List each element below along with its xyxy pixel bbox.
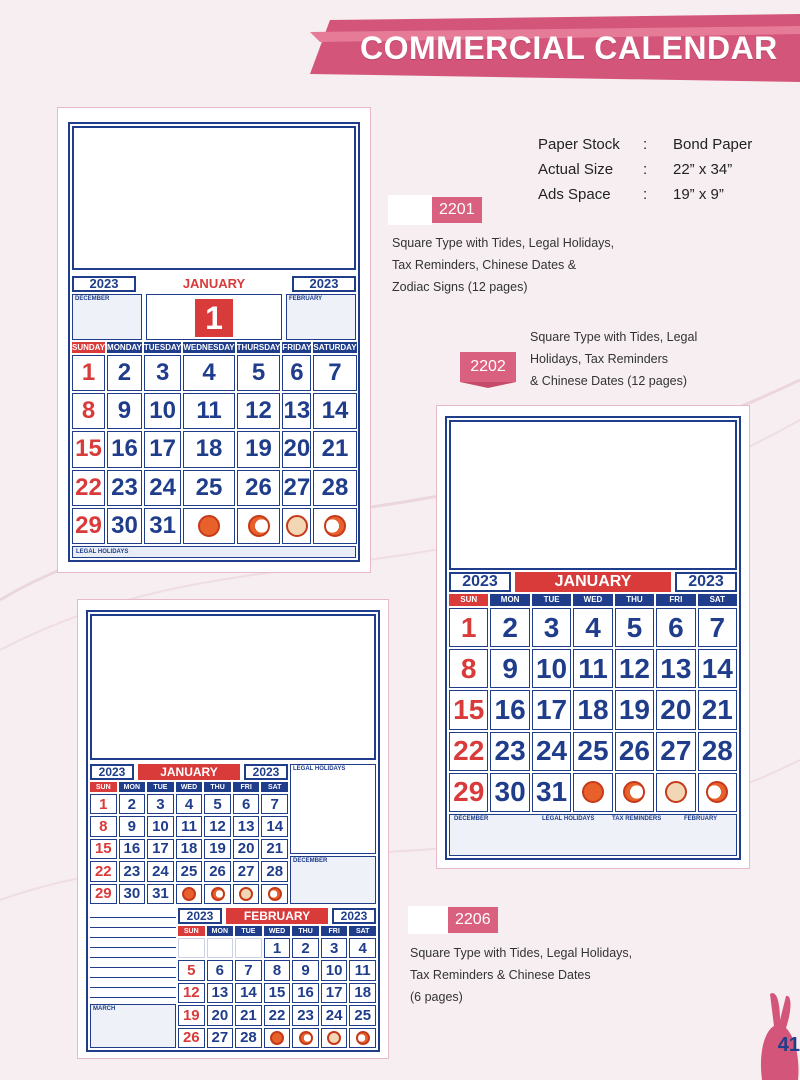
badge-blank xyxy=(388,195,432,225)
day-header: THU xyxy=(292,926,319,936)
date-cell: 1 xyxy=(449,608,488,647)
calendar-grid xyxy=(449,594,737,812)
date-cell: 15 xyxy=(264,983,291,1003)
moon-phase-cell xyxy=(313,508,356,544)
moon-phase-cell xyxy=(656,773,695,812)
moon-phase-cell xyxy=(237,508,281,544)
date-cell: 7 xyxy=(235,960,262,980)
spec-sep: : xyxy=(643,161,648,178)
date-cell: 9 xyxy=(107,393,142,429)
date-cell: 31 xyxy=(144,508,182,544)
date-cell: 13 xyxy=(233,816,260,836)
date-cell: 8 xyxy=(90,816,117,836)
month-label: JANUARY xyxy=(140,276,288,292)
moon-phase-icon xyxy=(299,1031,313,1045)
product-code-badge: 2206 xyxy=(448,907,498,933)
date-cell: 18 xyxy=(176,839,203,859)
empty-cell xyxy=(178,938,205,958)
date-cell: 5 xyxy=(237,355,281,391)
date-cell: 16 xyxy=(119,839,146,859)
spec-sep: : xyxy=(643,136,648,153)
product-description: Square Type with Tides, Legal Holidays, Tax Reminders & Chinese Dates (12 pages) xyxy=(530,330,698,388)
date-cell: 11 xyxy=(183,393,234,429)
date-cell: 21 xyxy=(261,839,288,859)
calendar-2206-card xyxy=(78,600,388,1058)
moon-phase-icon xyxy=(706,781,728,803)
date-cell: 20 xyxy=(282,431,311,467)
day-header: MONDAY xyxy=(107,343,142,352)
date-cell: 5 xyxy=(204,794,231,814)
year-label: 2023 xyxy=(332,908,376,924)
moon-phase-icon xyxy=(248,515,270,537)
date-cell: 4 xyxy=(176,794,203,814)
date-cell: 29 xyxy=(90,884,117,904)
date-cell: 2 xyxy=(490,608,529,647)
month-header xyxy=(90,764,288,780)
date-cell: 11 xyxy=(573,649,612,688)
date-cell: 23 xyxy=(490,732,529,771)
date-cell: 17 xyxy=(144,431,182,467)
moon-phase-cell xyxy=(261,884,288,904)
date-cell: 8 xyxy=(264,960,291,980)
spec-value: 22” x 34” xyxy=(673,161,733,178)
day-header: THU xyxy=(204,782,231,792)
empty-cell xyxy=(207,938,234,958)
spec-row xyxy=(538,136,752,161)
date-cell: 20 xyxy=(207,1005,234,1025)
day-header: FRIDAY xyxy=(282,343,312,352)
mini-label: DECEMBER xyxy=(454,816,489,822)
spec-label: Actual Size xyxy=(538,161,614,178)
date-cell: 28 xyxy=(235,1028,262,1048)
year-label: 2023 xyxy=(72,276,136,292)
month-header xyxy=(449,572,737,592)
date-cell: 31 xyxy=(532,773,571,812)
moon-phase-icon xyxy=(623,781,645,803)
mini-calendar-prev: DECEMBER xyxy=(72,294,142,340)
date-cell: 25 xyxy=(349,1005,376,1025)
day-header: TUESDAY xyxy=(143,343,182,352)
spec-value: 19” x 9” xyxy=(673,186,724,203)
month-label: JANUARY xyxy=(515,572,671,592)
day-header: TUE xyxy=(532,594,571,606)
date-cell: 18 xyxy=(573,690,612,729)
date-cell: 25 xyxy=(176,861,203,881)
date-cell: 19 xyxy=(178,1005,205,1025)
date-cell: 27 xyxy=(233,861,260,881)
mini-label: FEBRUARY xyxy=(684,816,718,822)
date-cell: 31 xyxy=(147,884,174,904)
moon-phase-icon xyxy=(270,1031,284,1045)
date-cell: 20 xyxy=(656,690,695,729)
date-cell: 5 xyxy=(178,960,205,980)
spec-label: Paper Stock xyxy=(538,136,620,153)
date-cell: 2 xyxy=(119,794,146,814)
date-cell: 15 xyxy=(72,431,105,467)
date-cell: 7 xyxy=(698,608,737,647)
date-cell: 22 xyxy=(449,732,488,771)
day-header: SUN xyxy=(449,594,488,606)
date-cell: 21 xyxy=(698,690,737,729)
date-cell: 8 xyxy=(449,649,488,688)
date-cell: 12 xyxy=(237,393,281,429)
date-cell: 8 xyxy=(72,393,105,429)
date-cell: 19 xyxy=(237,431,281,467)
big-day-number: 1 xyxy=(195,299,233,337)
date-cell: 1 xyxy=(72,355,105,391)
moon-phase-cell xyxy=(282,508,311,544)
notes-lines xyxy=(90,908,176,1000)
date-cell: 23 xyxy=(107,470,142,506)
date-cell: 7 xyxy=(261,794,288,814)
date-cell: 13 xyxy=(207,983,234,1003)
date-cell: 24 xyxy=(532,732,571,771)
date-cell: 1 xyxy=(264,938,291,958)
product-code-badge: 2202 xyxy=(460,352,516,382)
calendar-grid xyxy=(90,782,288,904)
date-cell: 9 xyxy=(119,816,146,836)
date-cell: 28 xyxy=(261,861,288,881)
date-cell: 6 xyxy=(233,794,260,814)
date-cell: 9 xyxy=(292,960,319,980)
mini-label: LEGAL HOLIDAYS xyxy=(542,816,595,822)
moon-phase-icon xyxy=(182,887,196,901)
date-cell: 18 xyxy=(349,983,376,1003)
day-header: WED xyxy=(264,926,291,936)
moon-phase-icon xyxy=(211,887,225,901)
mini-calendar-next: FEBRUARY xyxy=(286,294,356,340)
date-cell: 3 xyxy=(147,794,174,814)
date-cell: 27 xyxy=(207,1028,234,1048)
month-label: JANUARY xyxy=(138,764,240,780)
mini-calendar-prev: DECEMBER xyxy=(290,856,376,904)
month-label: FEBRUARY xyxy=(226,908,328,924)
date-cell: 28 xyxy=(698,732,737,771)
date-cell: 13 xyxy=(656,649,695,688)
empty-cell xyxy=(235,938,262,958)
date-cell: 18 xyxy=(183,431,234,467)
moon-phase-cell xyxy=(321,1028,348,1048)
day-header: TUE xyxy=(235,926,262,936)
date-cell: 30 xyxy=(107,508,142,544)
moon-phase-cell xyxy=(183,508,234,544)
date-cell: 16 xyxy=(292,983,319,1003)
date-cell: 17 xyxy=(147,839,174,859)
product-description: Square Type with Tides, Legal Holidays, Tax Reminders & Chinese Dates (6 pages) xyxy=(410,946,633,1004)
date-cell: 20 xyxy=(233,839,260,859)
moon-phase-icon xyxy=(582,781,604,803)
mini-calendar-next: MARCH xyxy=(90,1004,176,1048)
date-cell: 15 xyxy=(449,690,488,729)
day-header: FRI xyxy=(321,926,348,936)
moon-phase-icon xyxy=(239,887,253,901)
date-cell: 25 xyxy=(183,470,234,506)
day-header: SUN xyxy=(90,782,117,792)
year-label: 2023 xyxy=(292,276,356,292)
day-header: SAT xyxy=(261,782,288,792)
year-label: 2023 xyxy=(244,764,288,780)
moon-phase-cell xyxy=(615,773,654,812)
date-cell: 15 xyxy=(90,839,117,859)
date-cell: 26 xyxy=(204,861,231,881)
date-cell: 3 xyxy=(321,938,348,958)
date-cell: 16 xyxy=(107,431,142,467)
day-header: THU xyxy=(615,594,654,606)
mini-label: TAX REMINDERS xyxy=(612,816,662,822)
date-cell: 22 xyxy=(72,470,105,506)
date-cell: 22 xyxy=(90,861,117,881)
day-header: FRI xyxy=(656,594,695,606)
date-cell: 27 xyxy=(282,470,311,506)
date-cell: 27 xyxy=(656,732,695,771)
date-cell: 19 xyxy=(204,839,231,859)
year-label: 2023 xyxy=(90,764,134,780)
date-cell: 16 xyxy=(490,690,529,729)
moon-phase-icon xyxy=(327,1031,341,1045)
date-cell: 26 xyxy=(237,470,281,506)
year-label: 2023 xyxy=(178,908,222,924)
day-header: MON xyxy=(119,782,146,792)
date-cell: 14 xyxy=(235,983,262,1003)
product-description: Square Type with Tides, Legal Holidays, Tax Reminders, Chinese Dates & Zodiac Signs (12 pages) xyxy=(392,236,615,294)
spec-row xyxy=(538,161,752,186)
moon-phase-cell xyxy=(573,773,612,812)
holidays-tax-strip xyxy=(449,814,737,856)
date-cell: 10 xyxy=(321,960,348,980)
day-header: SAT xyxy=(698,594,737,606)
date-cell: 12 xyxy=(615,649,654,688)
date-cell: 4 xyxy=(183,355,234,391)
date-cell: 6 xyxy=(282,355,311,391)
moon-phase-icon xyxy=(268,887,282,901)
moon-phase-cell xyxy=(204,884,231,904)
date-cell: 22 xyxy=(264,1005,291,1025)
date-cell: 3 xyxy=(532,608,571,647)
day-header: SUNDAY xyxy=(72,343,106,352)
date-cell: 10 xyxy=(147,816,174,836)
badge-blank xyxy=(408,906,448,934)
day-header: SATURDAY xyxy=(313,343,357,352)
calendar-2202-card xyxy=(437,406,749,868)
date-cell: 13 xyxy=(282,393,311,429)
page-number: 41 xyxy=(777,1034,800,1056)
date-cell: 4 xyxy=(573,608,612,647)
date-cell: 11 xyxy=(176,816,203,836)
calendar-2201-card xyxy=(58,108,370,572)
date-cell: 21 xyxy=(313,431,356,467)
date-cell: 29 xyxy=(449,773,488,812)
date-cell: 3 xyxy=(144,355,182,391)
product-code-badge: 2201 xyxy=(432,197,482,223)
date-cell: 28 xyxy=(313,470,356,506)
date-cell: 26 xyxy=(615,732,654,771)
date-cell: 11 xyxy=(349,960,376,980)
moon-phase-cell xyxy=(349,1028,376,1048)
date-cell: 10 xyxy=(532,649,571,688)
date-cell: 4 xyxy=(349,938,376,958)
legal-holidays-strip: LEGAL HOLIDAYS xyxy=(72,546,356,558)
day-header: MON xyxy=(207,926,234,936)
date-cell: 10 xyxy=(144,393,182,429)
date-cell: 9 xyxy=(490,649,529,688)
date-cell: 12 xyxy=(204,816,231,836)
day-header: WED xyxy=(573,594,612,606)
day-header: TUE xyxy=(147,782,174,792)
spec-label: Ads Space xyxy=(538,186,611,203)
calendar-grid xyxy=(178,926,376,1048)
day-header: SUN xyxy=(178,926,205,936)
ads-space xyxy=(449,420,737,570)
moon-phase-icon xyxy=(198,515,220,537)
year-label: 2023 xyxy=(675,572,737,592)
date-cell: 12 xyxy=(178,983,205,1003)
month-detail-box xyxy=(146,294,282,340)
date-cell: 29 xyxy=(72,508,105,544)
date-cell: 2 xyxy=(292,938,319,958)
date-cell: 1 xyxy=(90,794,117,814)
date-cell: 17 xyxy=(321,983,348,1003)
year-label: 2023 xyxy=(449,572,511,592)
date-cell: 21 xyxy=(235,1005,262,1025)
day-header: FRI xyxy=(233,782,260,792)
day-header: SAT xyxy=(349,926,376,936)
date-cell: 2 xyxy=(107,355,142,391)
date-cell: 26 xyxy=(178,1028,205,1048)
spec-row xyxy=(538,186,752,211)
spec-value: Bond Paper xyxy=(673,136,753,153)
date-cell: 23 xyxy=(292,1005,319,1025)
moon-phase-cell xyxy=(292,1028,319,1048)
date-cell: 6 xyxy=(656,608,695,647)
moon-phase-icon xyxy=(286,515,308,537)
date-cell: 5 xyxy=(615,608,654,647)
spec-table xyxy=(538,136,752,211)
ads-space xyxy=(90,614,376,760)
date-cell: 30 xyxy=(490,773,529,812)
date-cell: 30 xyxy=(119,884,146,904)
month-header xyxy=(72,276,356,292)
date-cell: 23 xyxy=(119,861,146,881)
moon-phase-cell xyxy=(176,884,203,904)
moon-phase-cell xyxy=(264,1028,291,1048)
day-header: WEDNESDAY xyxy=(183,343,235,352)
date-cell: 14 xyxy=(261,816,288,836)
legal-holidays-box: LEGAL HOLIDAYS xyxy=(290,764,376,854)
page-title: COMMERCIAL CALENDAR xyxy=(360,30,778,66)
calendar-grid xyxy=(72,342,356,544)
moon-phase-icon xyxy=(324,515,346,537)
date-cell: 6 xyxy=(207,960,234,980)
date-cell: 24 xyxy=(144,470,182,506)
date-cell: 7 xyxy=(313,355,356,391)
month-header xyxy=(178,908,376,924)
date-cell: 24 xyxy=(321,1005,348,1025)
moon-phase-icon xyxy=(356,1031,370,1045)
moon-phase-cell xyxy=(233,884,260,904)
ads-space xyxy=(72,126,356,270)
date-cell: 14 xyxy=(313,393,356,429)
date-cell: 17 xyxy=(532,690,571,729)
moon-phase-cell xyxy=(698,773,737,812)
date-cell: 24 xyxy=(147,861,174,881)
date-cell: 14 xyxy=(698,649,737,688)
day-header: THURSDAY xyxy=(236,343,281,352)
spec-sep: : xyxy=(643,186,648,203)
date-cell: 25 xyxy=(573,732,612,771)
date-cell: 19 xyxy=(615,690,654,729)
day-header: WED xyxy=(176,782,203,792)
moon-phase-icon xyxy=(665,781,687,803)
day-header: MON xyxy=(490,594,529,606)
